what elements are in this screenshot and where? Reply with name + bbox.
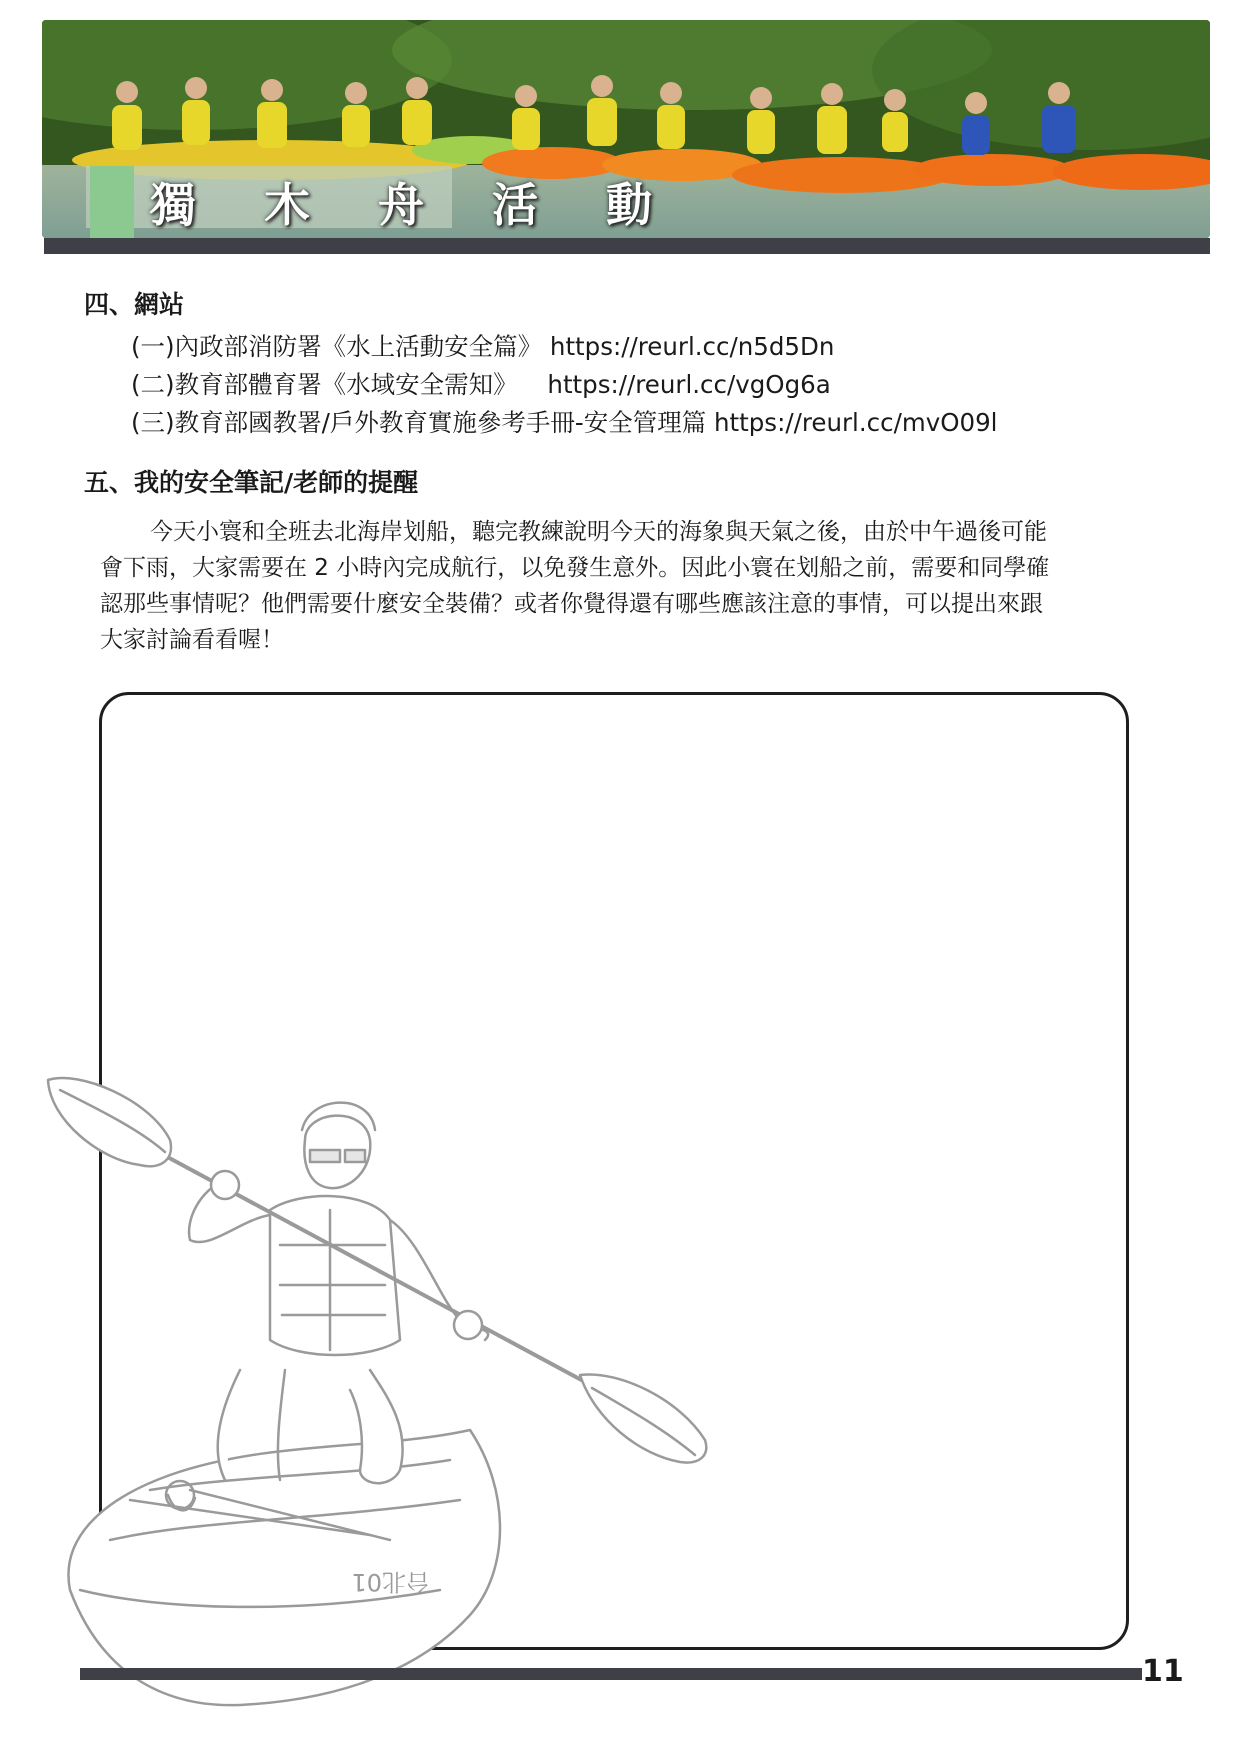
- website-list: [131, 328, 997, 442]
- section-heading-websites: 四、網站: [84, 290, 185, 319]
- title-accent-bar: [90, 166, 134, 248]
- banner-title: 獨 木 舟 活 動: [150, 178, 679, 232]
- website-item-label: (三)教育部國教署/戶外教育實施參考手冊-安全管理篇: [131, 408, 707, 437]
- kayaker-illustration: [40, 1070, 830, 1710]
- scenario-paragraph: [100, 514, 1120, 658]
- kayak-hull-label: 台北01: [351, 1568, 430, 1596]
- footer-divider: [80, 1668, 1142, 1680]
- section-heading-safety-notes: 五、我的安全筆記/老師的提醒: [84, 468, 419, 497]
- website-item: [131, 404, 997, 442]
- page-number: 11: [1142, 1654, 1184, 1689]
- website-item-label: (二)教育部體育署《水域安全需知》: [131, 370, 518, 399]
- paragraph-line: 今天小寰和全班去北海岸划船，聽完教練說明今天的海象與天氣之後，由於中午過後可能: [150, 519, 1047, 545]
- website-item: [131, 366, 997, 404]
- website-link[interactable]: https://reurl.cc/mvO09l: [714, 408, 998, 437]
- paragraph-line: 會下雨，大家需要在 2 小時內完成航行，以免發生意外。因此小寰在划船之前，需要和同學確: [100, 555, 1050, 581]
- website-item: [131, 328, 997, 366]
- paragraph-line: 大家討論看看喔！: [100, 627, 284, 653]
- website-item-label: (一)內政部消防署《水上活動安全篇》: [131, 332, 543, 361]
- banner-divider: [44, 238, 1210, 254]
- paragraph-line: 認那些事情呢？他們需要什麼安全裝備？或者你覺得還有哪些應該注意的事情，可以提出來跟: [100, 591, 1043, 617]
- website-link[interactable]: https://reurl.cc/n5d5Dn: [549, 332, 835, 361]
- website-link[interactable]: https://reurl.cc/vgOg6a: [547, 370, 831, 399]
